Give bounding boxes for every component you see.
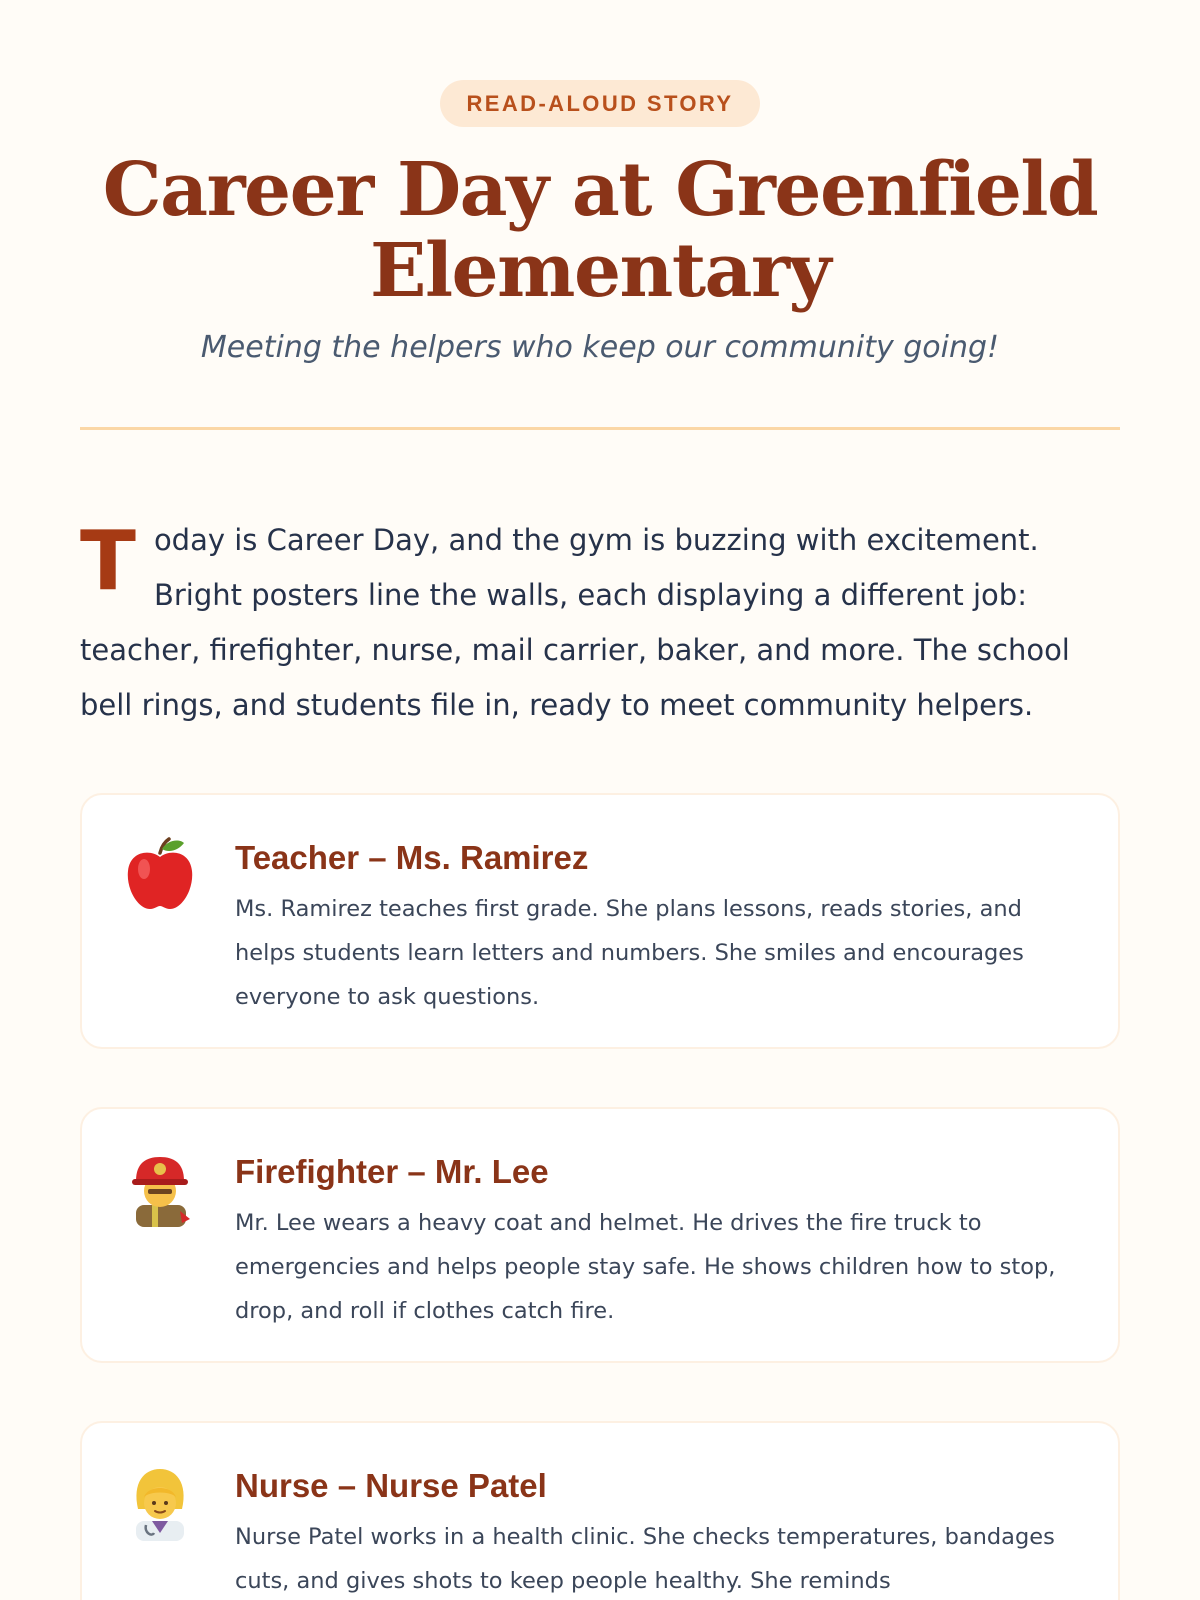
badge-row xyxy=(0,80,1200,127)
card-title: Firefighter – Mr. Lee xyxy=(235,1153,549,1190)
card-description: Nurse Patel works in a health clinic. She checks temperatures, bandages cuts, and gives shots to keep people healthy. She reminds xyxy=(235,1524,1055,1594)
page-title: Career Day at Greenfield Elementary xyxy=(102,147,1098,314)
drop-cap: T xyxy=(80,514,136,609)
career-card-teacher xyxy=(80,793,1120,1049)
career-card-firefighter xyxy=(80,1107,1120,1363)
apple-icon xyxy=(122,835,198,915)
card-description: Mr. Lee wears a heavy coat and helmet. He drives the fire truck to emergencies and helps people stay safe. He shows children how to stop, drop, and roll if clothes catch fire. xyxy=(235,1210,1056,1324)
story-type-badge: READ-ALOUD STORY xyxy=(440,80,761,127)
page-subtitle: Meeting the helpers who keep our community going! xyxy=(200,330,1000,365)
card-title: Teacher – Ms. Ramirez xyxy=(235,839,589,876)
intro-paragraph xyxy=(80,513,1080,733)
card-description: Ms. Ramirez teaches first grade. She plans lessons, reads stories, and helps students learn letters and numbers. She smiles and encourages everyone to ask questions. xyxy=(235,896,1024,1010)
nurse-icon xyxy=(122,1463,198,1543)
firefighter-icon xyxy=(122,1149,198,1229)
intro-text: oday is Career Day, and the gym is buzzing with excitement. Bright posters line the walls, each displaying a different job: teacher, firefighter, nurse, mail carrier, baker, and more. The school bell rings, and students file in, ready to meet community helpers. xyxy=(80,523,1070,722)
career-card-nurse xyxy=(80,1421,1120,1600)
card-title: Nurse – Nurse Patel xyxy=(235,1467,547,1504)
header-divider xyxy=(80,427,1120,430)
